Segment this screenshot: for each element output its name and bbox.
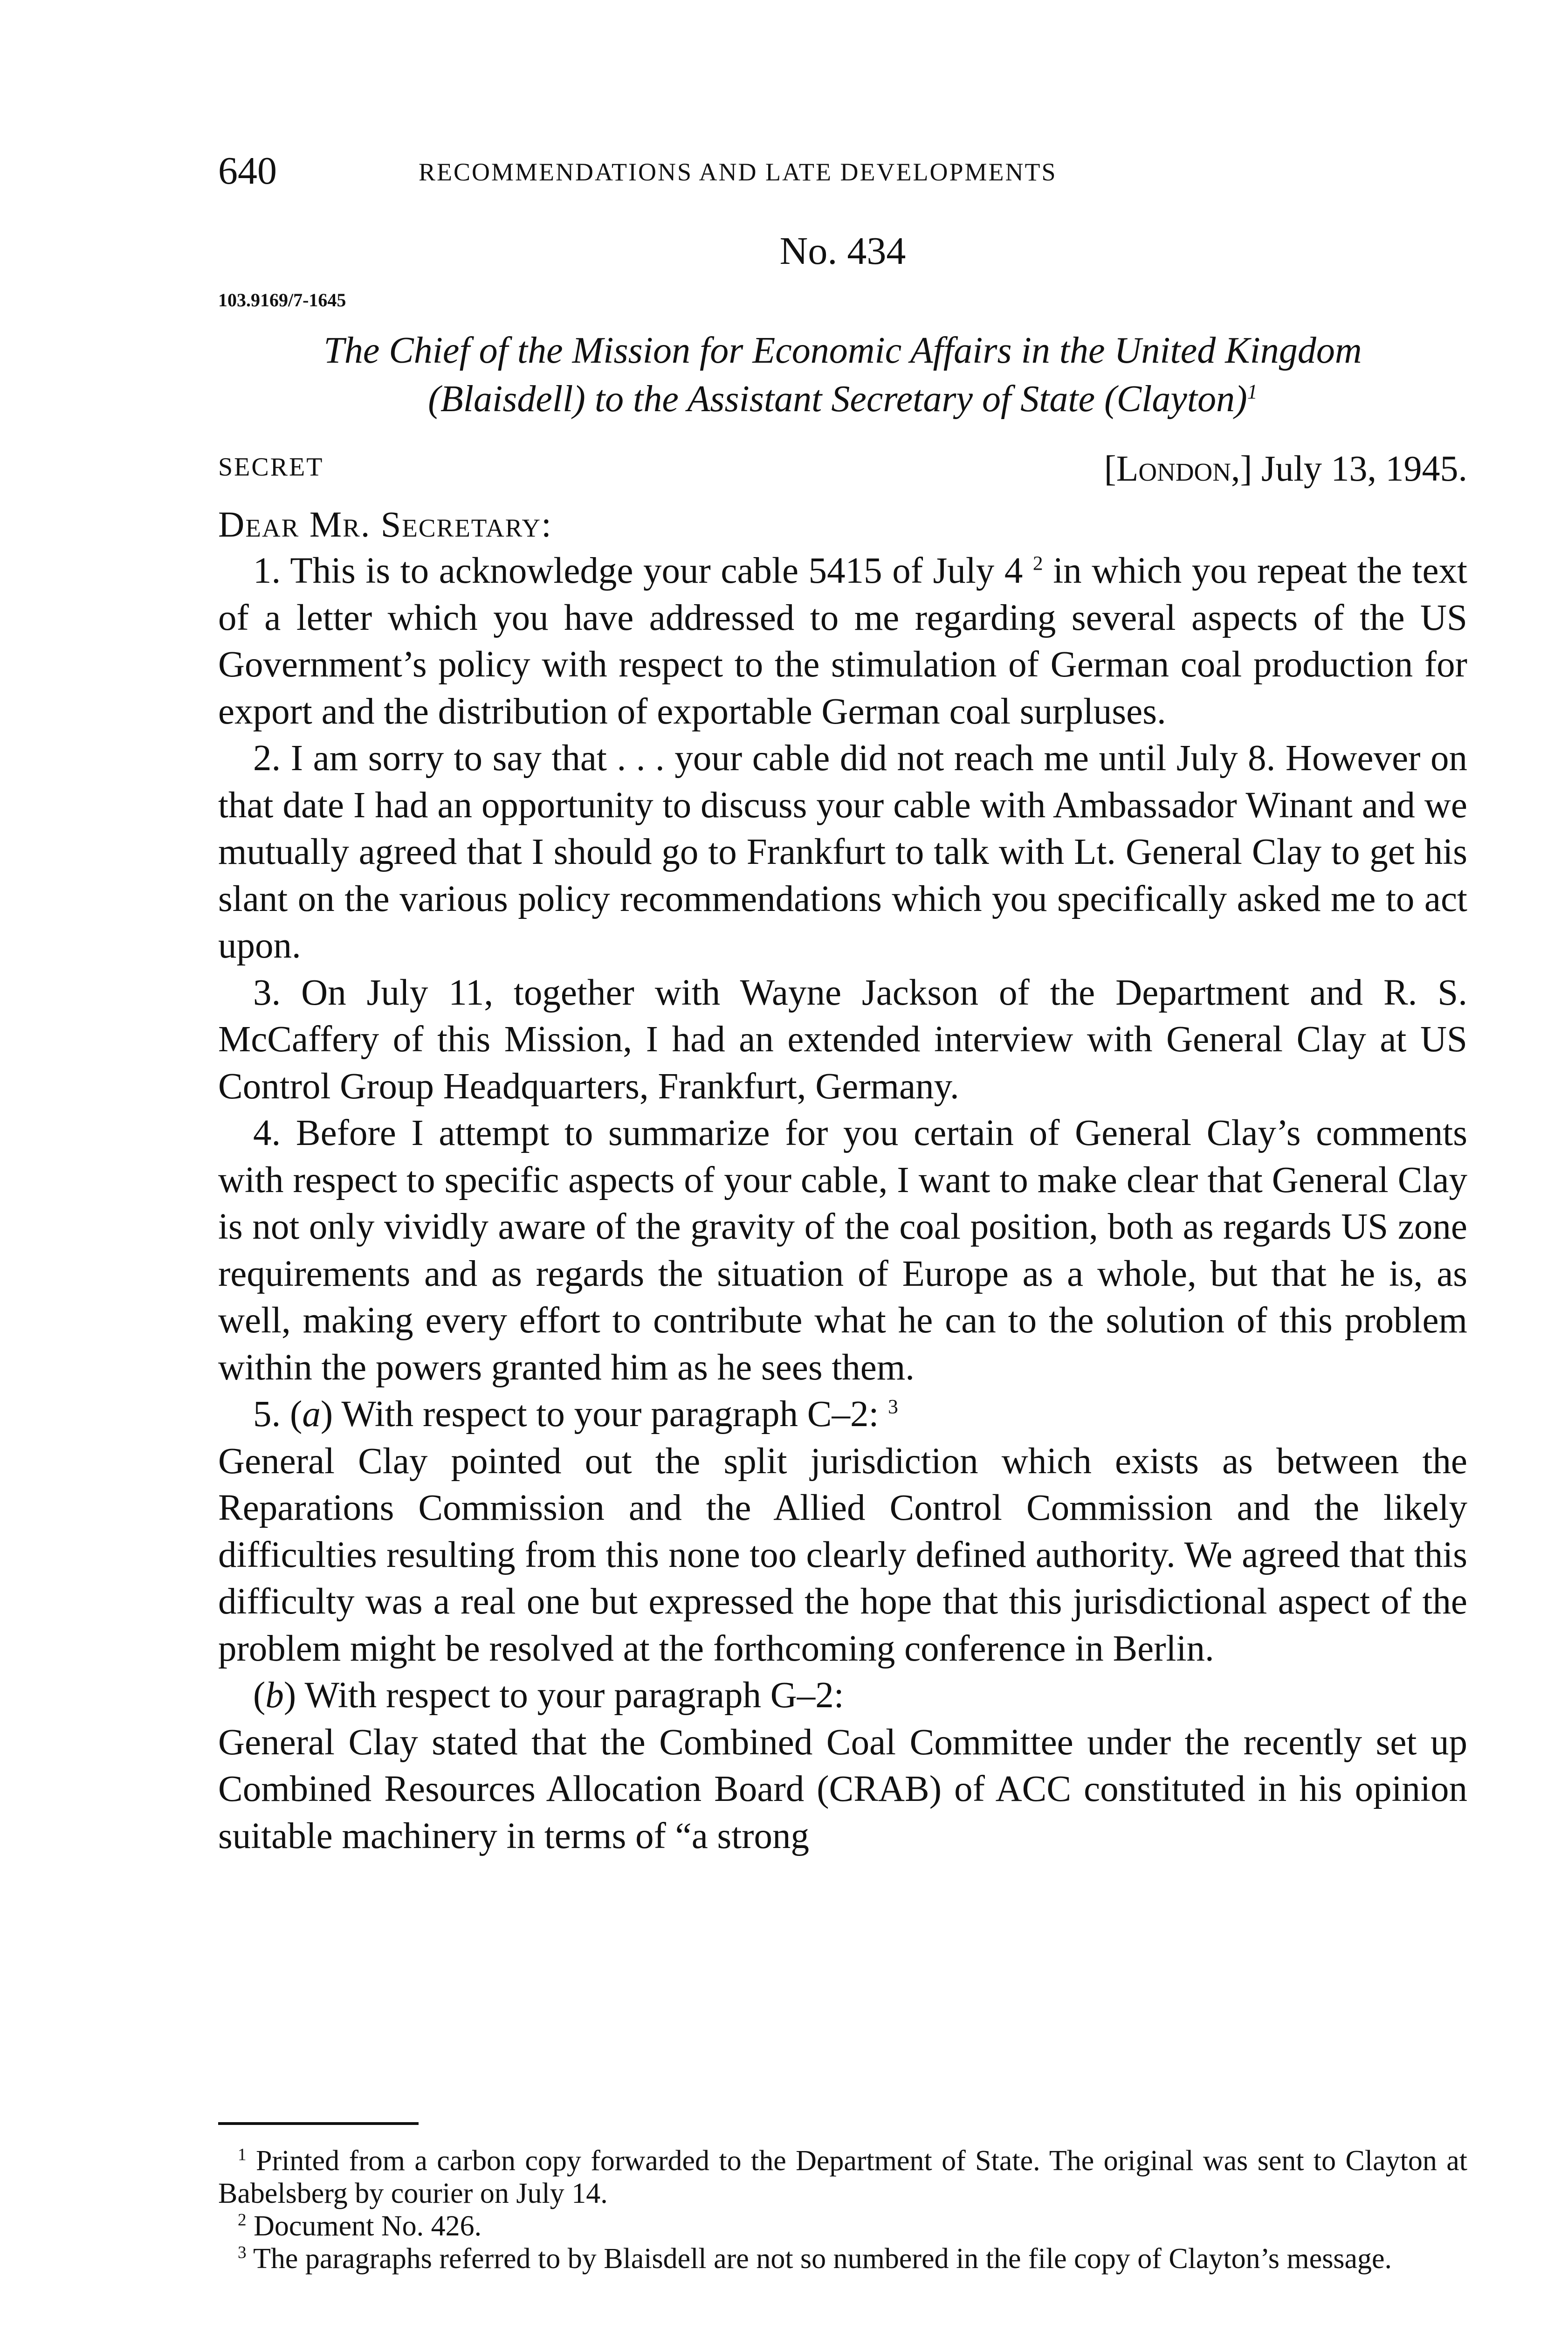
footnote-2 xyxy=(218,2210,1467,2242)
paragraph-1 xyxy=(218,548,1467,735)
dateline-date: July 13, 1945. xyxy=(1261,448,1467,489)
paragraph-5b-open: ( xyxy=(253,1675,266,1716)
document-title-line-2 xyxy=(218,375,1467,423)
letter-body xyxy=(218,548,1467,1860)
paragraph-4: 4. Before I attempt to summarize for you certain of General Clay’s comments with respect to specific aspects of your cable, I want to make clear that General Clay is not only vividly aware of the gravity of the coal position, both as regards US zone requirements and as regards the situation of Europe as a whole, but that he is, as well, making every effort to contribute what he can to the solution of this problem within the powers granted him as he sees them. xyxy=(218,1113,1467,1388)
dateline xyxy=(1104,448,1467,490)
footnote-1 xyxy=(218,2145,1467,2210)
footnote-ref-2: 2 xyxy=(1032,552,1043,575)
paragraph-5a-number: 5. ( xyxy=(253,1394,303,1434)
footnote-2-text: Document No. 426. xyxy=(254,2210,482,2242)
paragraph-2: 2. I am sorry to say that . . . your cable did not reach me until July 8. However on that date I had an opportunity to discuss your cable with Ambassador Winant and we mutually agreed that I should go to Frankfurt to talk with Lt. General Clay to get his slant on the various policy recommendations which you specifically asked me to act upon. xyxy=(218,738,1467,966)
paragraph-5b-letter: b xyxy=(265,1675,284,1716)
document-title xyxy=(218,326,1467,423)
document-title-line-2-text: (Blaisdell) to the Assistant Secretary of State (Clayton) xyxy=(428,379,1247,420)
paragraph-3: 3. On July 11, together with Wayne Jackson of the Department and R. S. McCaffery of this Mission, I had an extended interview with General Clay at US Control Group Headquarters, Frankfurt, Germany. xyxy=(218,972,1467,1107)
footnote-ref-1: 1 xyxy=(1247,380,1258,403)
paragraph-5a-letter: a xyxy=(302,1394,321,1434)
footnote-1-text: Printed from a carbon copy forwarded to the Department of State. The original was sent to Clayton at Babelsberg by courier on July 14. xyxy=(218,2145,1468,2209)
salutation: Dear Mr. Secretary: xyxy=(218,504,552,545)
footnote-ref-3: 3 xyxy=(888,1395,898,1418)
footnote-2-marker: 2 xyxy=(238,2210,247,2230)
paragraph-5a: General Clay pointed out the split jurisdiction which exists as between the Reparations Commission and the Allied Control Commission and the likely difficulties resulting from this none too clearly defined authority. We agreed that this difficulty was a real one but expressed the hope that this jurisdictional aspect of the problem might be resolved at the forthcoming conference in Berlin. xyxy=(218,1441,1467,1669)
paragraph-5b-heading-text: ) With respect to your paragraph G–2: xyxy=(283,1675,844,1716)
paragraph-1-rest: in which you repeat the text of a letter which you have addressed to me regarding several aspects of the US Government’s policy with respect to the stimulation of German coal production for export and the distribution of exportable German coal surpluses. xyxy=(218,551,1468,732)
footnote-3 xyxy=(218,2242,1467,2275)
footnotes xyxy=(218,2145,1467,2275)
classification-label: SECRET xyxy=(218,453,324,482)
paragraph-5a-heading xyxy=(218,1391,1467,1438)
file-number: 103.9169/7-1645 xyxy=(218,290,346,310)
footnote-divider xyxy=(218,2122,419,2125)
footnote-3-marker: 3 xyxy=(238,2243,247,2262)
running-head xyxy=(218,148,1467,204)
document-number: No. 434 xyxy=(779,229,906,273)
paragraph-5a-heading-text: ) With respect to your paragraph C–2: xyxy=(320,1394,879,1434)
paragraph-1-start: 1. This is to acknowledge your cable 5415 of July 4 xyxy=(253,551,1023,591)
running-title: RECOMMENDATIONS AND LATE DEVELOPMENTS xyxy=(419,158,1057,186)
page-number: 640 xyxy=(218,149,277,193)
footnote-1-marker: 1 xyxy=(238,2145,247,2165)
paragraph-5b-heading xyxy=(218,1672,1467,1719)
dateline-place: [London,] xyxy=(1104,448,1252,489)
paragraph-5b: General Clay stated that the Combined Coal Committee under the recently set up Combined Resources Allocation Board (CRAB) of ACC constituted in his opinion suitable machinery in terms of “a strong xyxy=(218,1722,1467,1856)
footnote-3-text: The paragraphs referred to by Blaisdell are not so numbered in the file copy of Clayton’s message. xyxy=(253,2243,1392,2275)
document-title-line-1: The Chief of the Mission for Economic Affairs in the United Kingdom xyxy=(323,330,1362,371)
